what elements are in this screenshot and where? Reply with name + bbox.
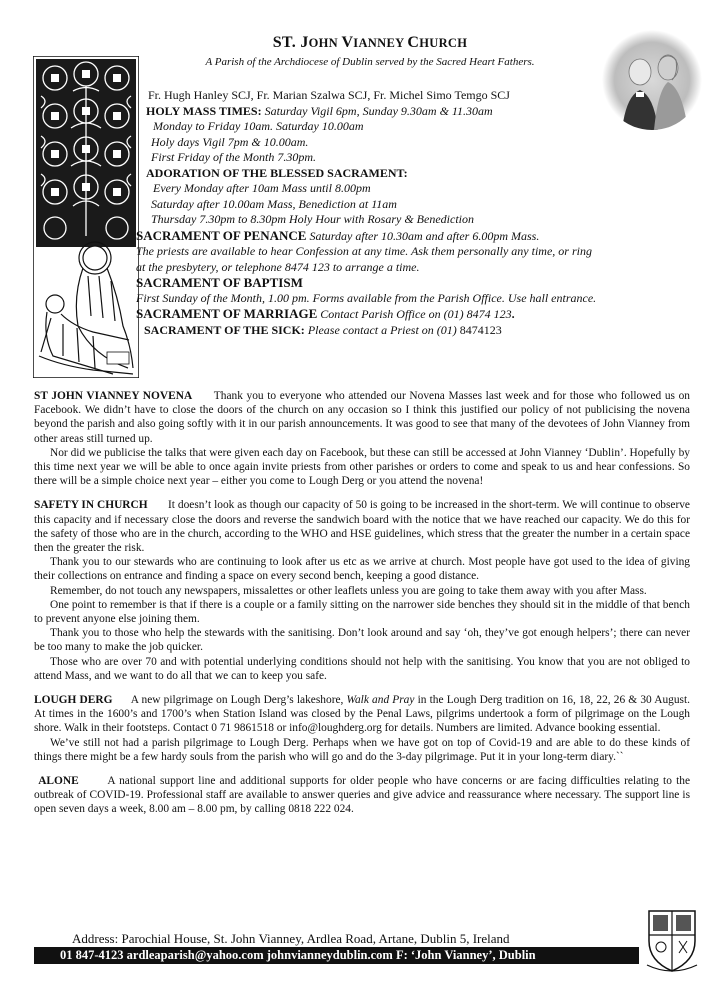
safety-paragraph-5: Thank you to those who help the stewards with the sanitising. Don’t look around and say ‘oh, they’ve got enough helpers’; there can never be too many to make the job quicker. — [34, 627, 690, 654]
newsletter-articles — [34, 389, 690, 817]
mass-first-friday-line: First Friday of the Month 7.30pm. — [151, 150, 316, 164]
alone-heading: ALONE — [38, 775, 79, 788]
alone-paragraph: ALONE A national support line and additional supports for older people who have concerns or are facing difficulties relating to the outbreak of COVID-19. Professional staff are available to answer queries and give advice and reassurance where necessary. The support line is open seven days a week, 8.00 am – 8.00 pm, by calling 0818 222 024. — [34, 775, 690, 816]
mass-times-line: HOLY MASS TIMES: Saturday Vigil 6pm, Sunday 9.30am & 11.30am — [146, 103, 493, 118]
mass-weekday-line: Monday to Friday 10am. Saturday 10.00am — [153, 119, 364, 133]
safety-paragraph-4: One point to remember is that if there is a couple or a family sitting on the narrower side benches they should sit in the middle of that bench to prevent anyone else joining them. — [34, 598, 690, 626]
sick-line: SACRAMENT OF THE SICK: Please contact a Priest on (01) 8474123 — [144, 322, 502, 337]
priests-line: Fr. Hugh Hanley SCJ, Fr. Marian Szalwa SCJ, Fr. Michel Simo Temgo SCJ — [148, 88, 510, 102]
novena-paragraph-2: Nor did we publicise the talks that were given each day on Facebook, but these can still be accessed at John Vianney ‘Dublin’. Hopefully by this time next year we will be able to once again invite priests from other parishes or orders to come and speak to us and hear confessions. So there will be a simple choice next year – either you come to Lough Derg or you attend the novena! — [34, 446, 690, 488]
safety-paragraph-1: SAFETY IN CHURCH It doesn’t look as though our capacity of 50 is going to be increased in the short-term. We will continue to observe this capacity and if necessary close the doors and reverse the sandwich board with the notice that we have reached our capacity. We do this for the safety of those who are in the church, according to the WHO and HSE guidelines, which stress that the greater the number in a certain space then the greater the risk. — [34, 499, 690, 555]
baptism-heading: SACRAMENT OF BAPTISM — [136, 275, 303, 290]
penance-detail-1: The priests are available to hear Confession at any time. Ask them personally any time, or ring — [136, 244, 592, 258]
safety-paragraph-2: Thank you to our stewards who are continuing to look after us etc as we arrive at church. Most people have got used to the idea of giving their collections on entrance and finding a space on every second bench, keeping a good distance. — [34, 556, 690, 583]
pieta-woodcut-illustration — [33, 56, 139, 378]
lough-derg-paragraph-2: We’ve still not had a parish pilgrimage to Lough Derg. Perhaps when we have got on top of Covid-19 and are able to do these kinds of things there might be a few hardy souls from the parish who will go and do the 3-day pilgrimage. Put it in your long-term diary.`` — [34, 736, 690, 763]
safety-heading: SAFETY IN CHURCH — [34, 499, 148, 512]
novena-paragraph-1: ST JOHN VIANNEY NOVENA Thank you to everyone who attended our Novena Masses last week and for those who followed us on Facebook. We didn’t have to close the doors of the church on any occasion so I think this justified our policy of not publicising the novena beyond the parish and also going softly with it in our parish announcements. It was good to see that many of the devotees of John Vianney from other areas still turned up. — [34, 390, 690, 445]
adoration-line-1: Every Monday after 10am Mass until 8.00pm — [153, 181, 371, 195]
parish-services-block — [136, 88, 704, 338]
mass-holy-days-line: Holy days Vigil 7pm & 10.00am. — [151, 134, 309, 149]
adoration-line-3: Thursday 7.30pm to 8.30pm Holy Hour with Rosary & Benediction — [151, 212, 474, 226]
penance-detail-2: at the presbytery, or telephone 8474 123 to arrange a time. — [136, 259, 420, 274]
safety-paragraph-6: Those who are over 70 and with potential underlying conditions should not help with the sanitising. You know that you are not obliged to attend Mass, and we want to do all that we can to keep you safe. — [34, 655, 690, 682]
page-subtitle: A Parish of the Archdiocese of Dublin served by the Sacred Heart Fathers. — [205, 56, 535, 68]
parish-crest-icon — [641, 905, 703, 975]
safety-paragraph-3: Remember, do not touch any newspapers, missalettes or other leaflets unless you are going to take them away with you after Mass. — [50, 584, 647, 597]
marriage-line: SACRAMENT OF MARRIAGE Contact Parish Office on (01) 8474 123. — [136, 306, 515, 321]
adoration-line-2: Saturday after 10.00am Mass, Benediction at 11am — [151, 196, 397, 211]
lough-derg-paragraph-1: LOUGH DERG A new pilgrimage on Lough Derg’s lakeshore, Walk and Pray in the Lough Derg tradition on 16, 18, 22, 26 & 30 August. At times in the 1600’s and 1700’s when Station Island was closed by the Penal Laws, pilgrims undertook a form of pilgrimage on the Lough shore. Walk in their footsteps. Contact 0 71 9861518 or info@loughderg.org for details. Numbers are limited. Advance booking essential. — [34, 694, 690, 735]
penance-line: SACRAMENT OF PENANCE Saturday after 10.30am and after 6.00pm Mass. — [136, 227, 540, 243]
adoration-heading: ADORATION OF THE BLESSED SACRAMENT: — [146, 165, 408, 180]
contact-bar: 01 847-4123 ardleaparish@yahoo.com johnvianneydublin.com F: ‘John Vianney’, Dublin — [34, 947, 639, 964]
parish-address: Address: Parochial House, St. John Vianney, Ardlea Road, Artane, Dublin 5, Ireland — [72, 931, 510, 946]
novena-heading: ST JOHN VIANNEY NOVENA — [34, 390, 193, 402]
lough-derg-heading: LOUGH DERG — [34, 694, 113, 707]
page-title: ST. JOHN VIANNEY CHURCH — [272, 34, 468, 51]
baptism-detail: First Sunday of the Month, 1.00 pm. Forms available from the Parish Office. Use hall entrance. — [136, 290, 597, 305]
